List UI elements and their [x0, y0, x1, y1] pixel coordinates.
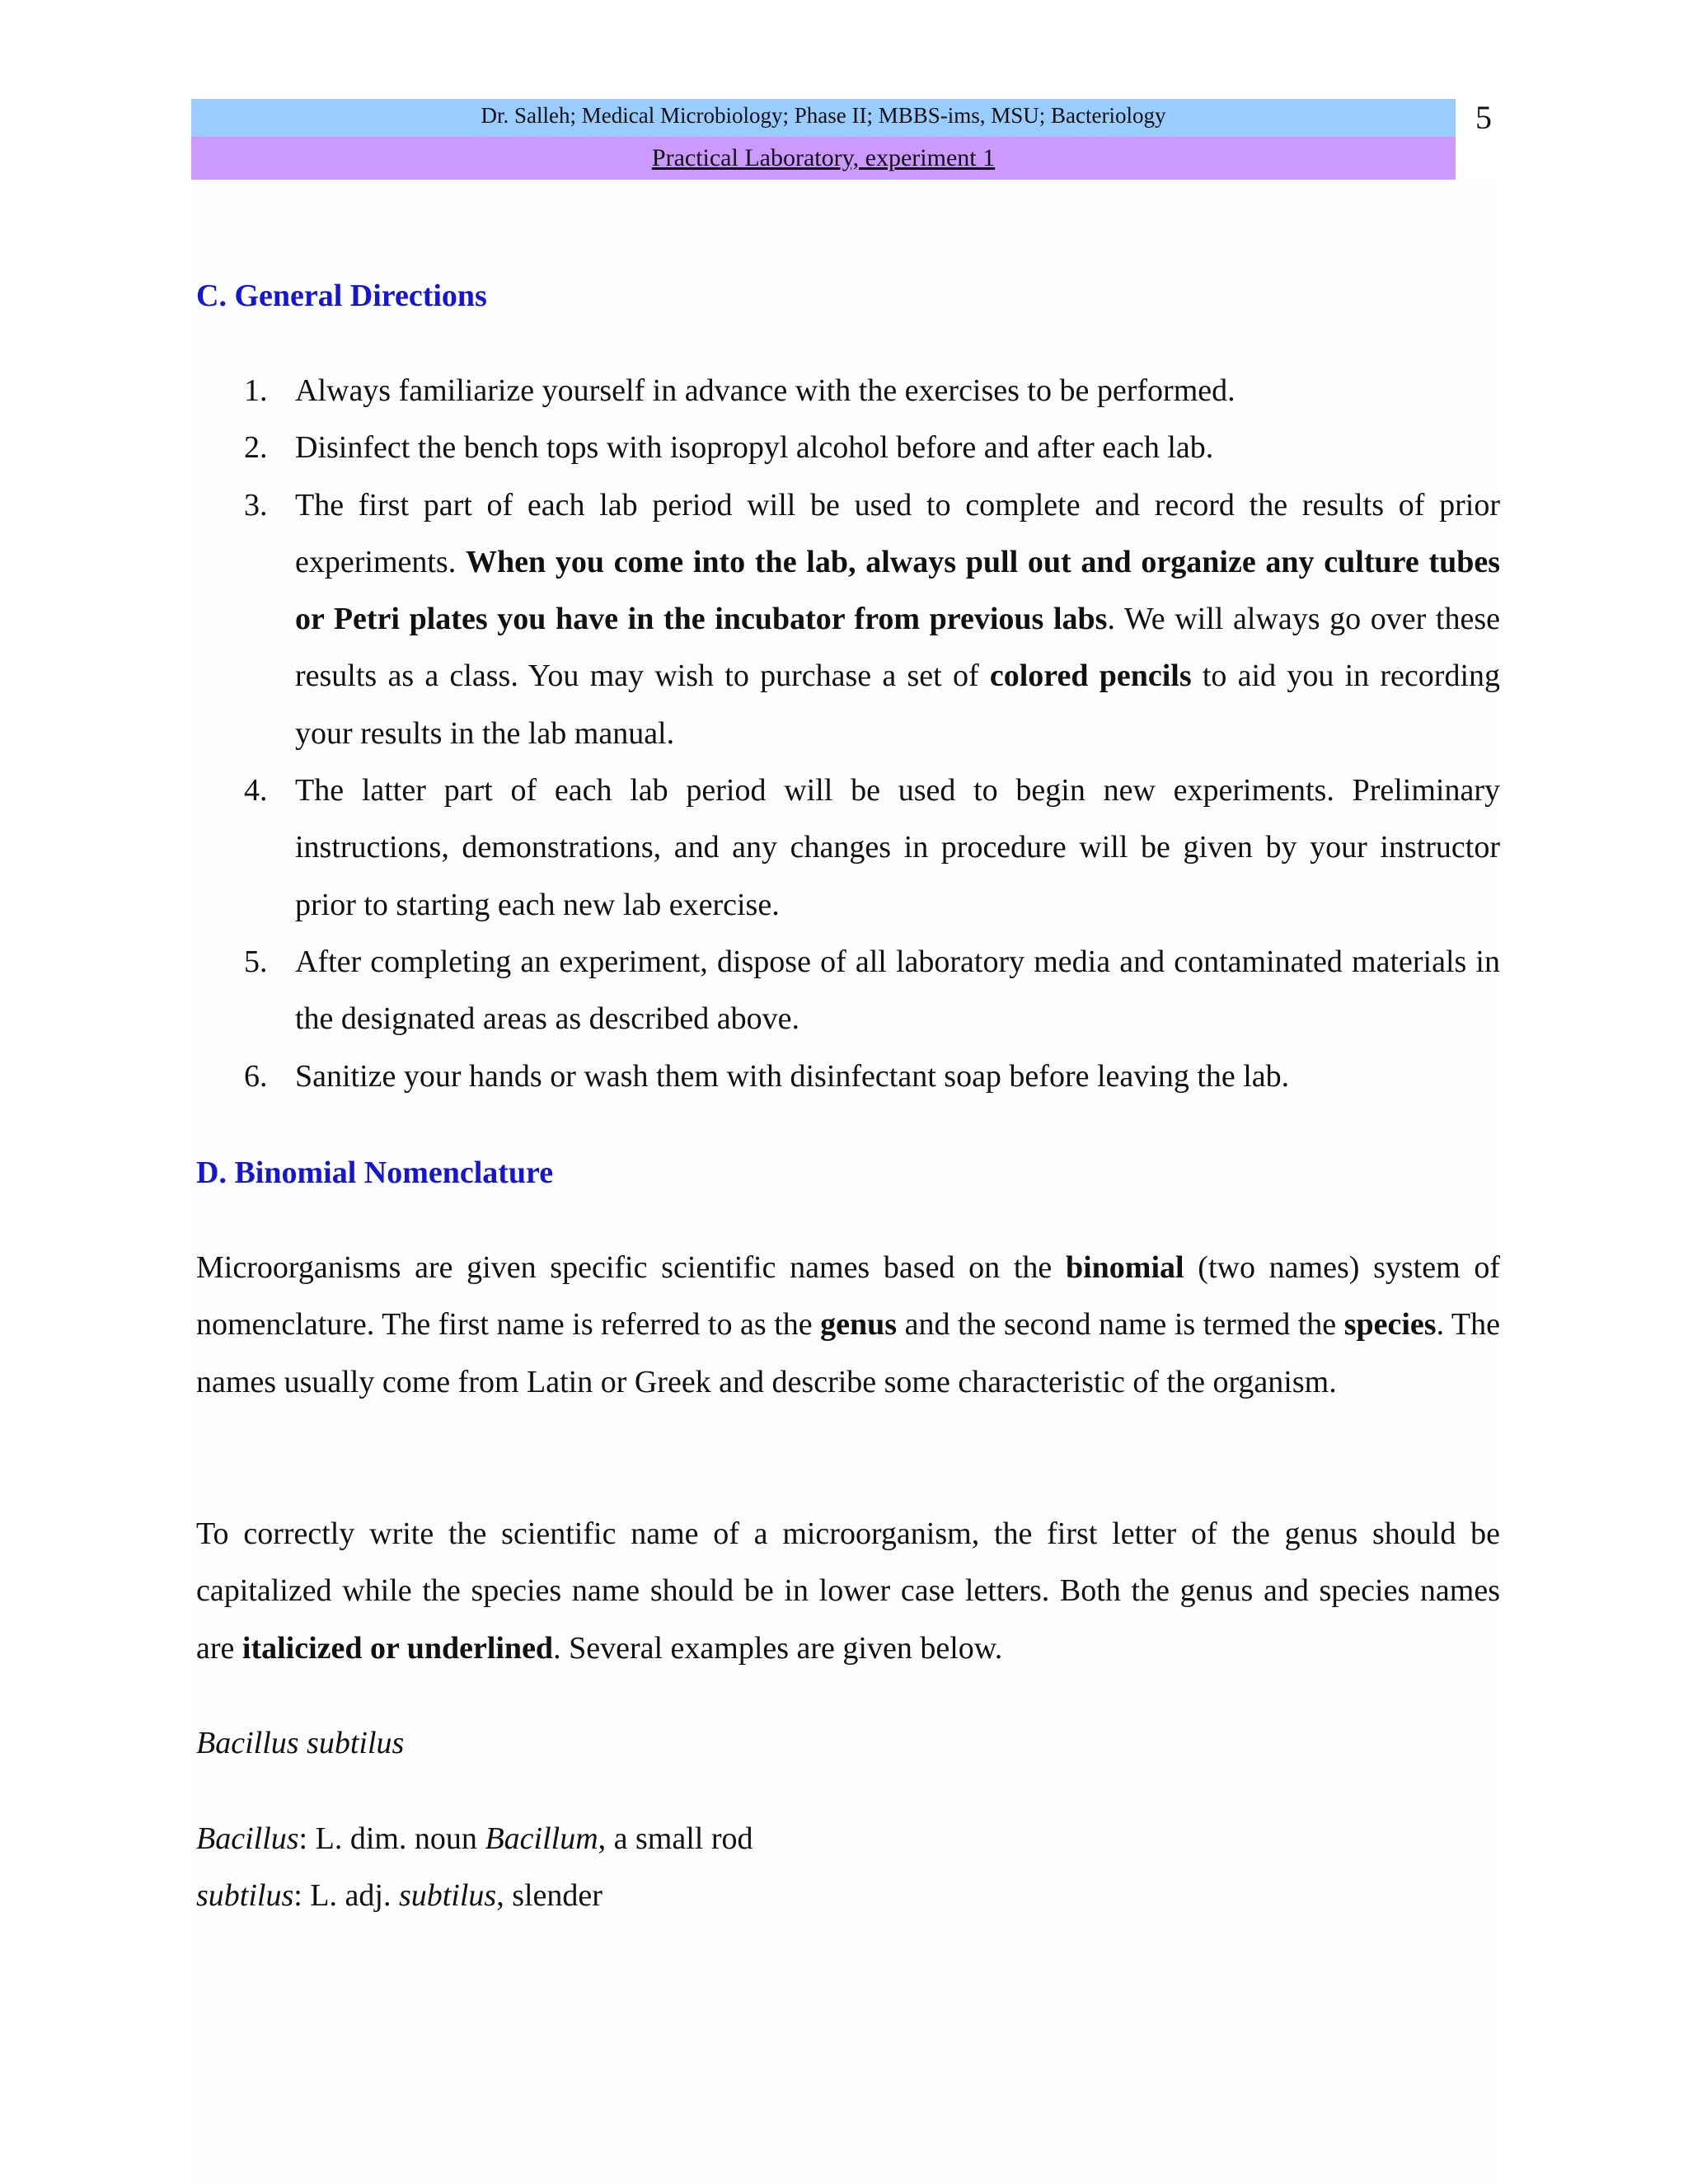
section-d-heading: D. Binomial Nomenclature: [196, 1155, 554, 1190]
etymology-line: [196, 1868, 603, 1924]
binomial-paragraph: [196, 1240, 1500, 1411]
list-item-text: . We will always go over these results as a class. You may wish to purchase a set of: [295, 602, 1500, 694]
paragraph-text: . The names usually come from Latin or Greek and describe some characteristic of the organism.: [196, 1307, 1500, 1399]
example-species-name-text: Bacillus subtilus: [196, 1726, 405, 1760]
list-item: [196, 419, 1500, 476]
list-item-number: 1.: [244, 373, 268, 408]
list-item: [196, 477, 1500, 762]
paragraph-text: and the second name is termed the: [897, 1307, 1344, 1343]
etymology-term: Bacillus: [196, 1821, 299, 1856]
list-item: [196, 363, 1500, 419]
paragraph-bold-text: italicized or underlined: [241, 1630, 554, 1666]
paragraph-text: (two names) system of nomenclature. The first name is referred to as the: [196, 1250, 1501, 1343]
list-item-text: The latter part of each lab period will be used to begin new experiments. Preliminary instructions, demonstrations, and any changes in procedure will be given by your instructor prior to starting each new lab exercise.: [295, 773, 1500, 922]
paragraph-text: Microorganisms are given specific scientific names based on the: [196, 1250, 1066, 1285]
list-item-number: 4.: [244, 773, 268, 808]
paragraph-bold-text: genus: [820, 1307, 898, 1343]
list-item-number: 6.: [244, 1058, 268, 1094]
list-item-bold-text: When you come into the lab, always pull out and organize any culture tubes or Petri plates you have in the incubator from previous labs: [295, 544, 1500, 637]
paragraph-text: . Several examples are given below.: [553, 1630, 1003, 1666]
etymology-text: , slender: [496, 1878, 603, 1913]
etymology-line: [196, 1811, 753, 1868]
etymology-text: : L. dim. noun: [298, 1821, 485, 1856]
etymology-text: , a small rod: [598, 1821, 753, 1856]
running-header-title: Dr. Salleh; Medical Microbiology; Phase II; MBBS-ims, MSU; Bacteriology: [191, 99, 1456, 137]
list-item-text: to aid you in recording your results in the lab manual.: [295, 658, 1501, 751]
naming-rules-paragraph: [196, 1506, 1500, 1677]
paragraph-bold-text: species: [1343, 1307, 1437, 1343]
paragraph-bold-text: binomial: [1065, 1250, 1184, 1285]
general-directions-list: [196, 363, 1500, 1105]
list-item-number: 5.: [244, 944, 268, 979]
list-item-text: Sanitize your hands or wash them with disinfectant soap before leaving the lab.: [295, 1058, 1290, 1094]
list-item: [196, 762, 1500, 934]
section-c-heading: C. General Directions: [196, 279, 487, 313]
list-item-text: After completing an experiment, dispose of all laboratory media and contaminated materials in the designated areas as described above.: [295, 944, 1500, 1037]
list-item-text: Disinfect the bench tops with isopropyl alcohol before and after each lab.: [295, 430, 1214, 466]
list-item-text: The first part of each lab period will be used to complete and record the results of prior experiments.: [295, 487, 1500, 579]
example-species-name: [196, 1715, 404, 1772]
paragraph-text: To correctly write the scientific name of a microorganism, the first letter of the genus should be capitalized while the species name should be in lower case letters. Both the genus and species names are: [196, 1516, 1500, 1666]
list-item-number: 3.: [244, 487, 268, 523]
list-item: [196, 1048, 1500, 1105]
etymology-term: subtilus: [196, 1878, 294, 1913]
etymology-text: : L. adj.: [293, 1878, 399, 1913]
running-header-subtitle: [191, 137, 1456, 180]
list-item: [196, 934, 1500, 1048]
etymology-italic: subtilus: [398, 1878, 497, 1913]
etymology-italic: Bacillum: [485, 1821, 598, 1856]
list-item-bold-text: colored pencils: [989, 658, 1192, 694]
running-header-subtitle-text: Practical Laboratory, experiment 1: [651, 144, 996, 171]
list-item-number: 2.: [244, 430, 268, 466]
page-number: 5: [1475, 99, 1492, 136]
list-item-text: Always familiarize yourself in advance with the exercises to be performed.: [295, 373, 1236, 408]
